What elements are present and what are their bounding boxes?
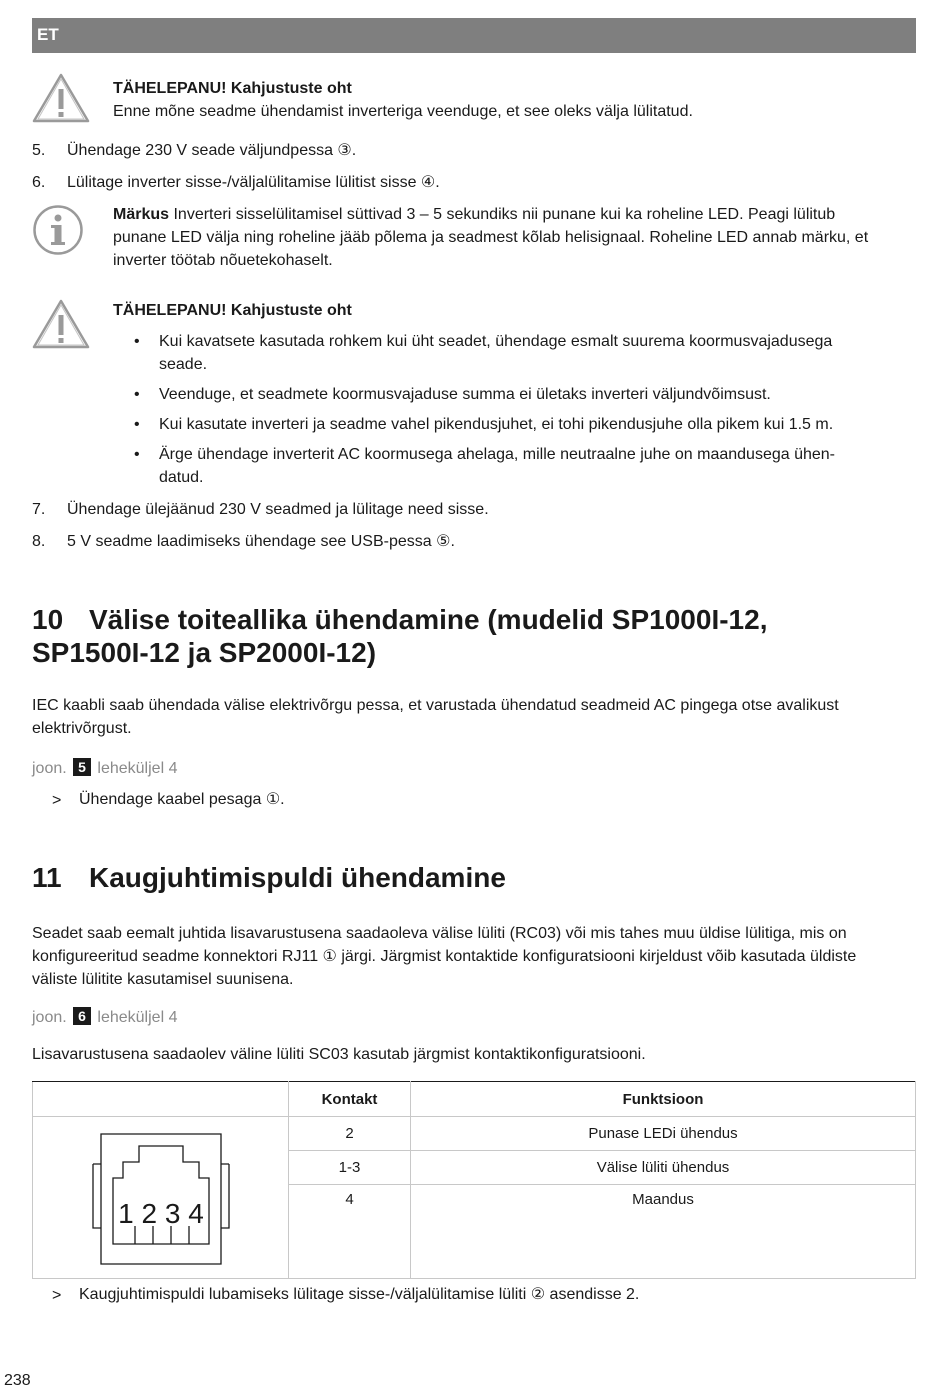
bullet-line: datud.: [159, 469, 204, 486]
language-code: ET: [37, 25, 59, 44]
section-paragraph: Lisavarustusena saadaolev väline lüliti SC03 kasutab järgmist kontaktikonfiguratsiooni.: [32, 1046, 646, 1063]
bullet-line: seade.: [159, 356, 208, 373]
language-header-bar: [32, 18, 916, 53]
warning-title: TÄHELEPANU! Kahjustuste oht: [113, 80, 352, 97]
warning-triangle-icon: [31, 72, 91, 124]
bullet-line: Kui kavatsete kasutada rohkem kui üht seadet, ühendage esmalt suurema koormusvajadusega: [159, 333, 833, 350]
step-number: 5.: [32, 142, 46, 159]
figure-suffix: leheküljel 4: [97, 1009, 178, 1026]
table-cell-contact: 4: [289, 1185, 411, 1279]
table-header-row: [33, 1082, 916, 1117]
figure-prefix: joon.: [32, 760, 67, 777]
table-header-cell: [33, 1082, 289, 1117]
note-block: [113, 203, 913, 272]
warning-title: TÄHELEPANU! Kahjustuste oht: [113, 302, 352, 319]
note-line: punane LED välja ning roheline jääb põlema ja seadmest kõlab helisignaal. Roheline LED annab märku, et: [113, 229, 869, 246]
table-row: [33, 1117, 916, 1151]
action-arrow: >: [52, 1287, 62, 1304]
note-line: inverter töötab nõuetekohaselt.: [113, 252, 333, 269]
bullet: •: [134, 446, 140, 463]
step-number: 7.: [32, 501, 46, 518]
info-icon: [32, 204, 84, 256]
pin-labels: 1 2 3 4: [117, 1197, 204, 1229]
bullet: •: [134, 386, 140, 403]
table-cell-function: Maandus: [411, 1185, 916, 1279]
section-paragraph: [32, 694, 912, 740]
step-text: Ühendage ülejäänud 230 V seadmed ja lülitage need sisse.: [67, 501, 489, 518]
table-cell-function: Välise lüliti ühendus: [411, 1151, 916, 1185]
bullet-item: Veenduge, et seadmete koormusvajaduse summa ei ületaks inverteri väljundvõimsust.: [159, 386, 771, 403]
page-number: 238: [4, 1372, 31, 1389]
section-title-line: Välise toiteallika ühendamine (mudelid SP1000I-12,: [89, 604, 768, 635]
figure-reference: [32, 757, 177, 780]
section-heading: [32, 603, 767, 669]
section-number: 10: [32, 604, 64, 635]
table-cell-function: Punase LEDi ühendus: [411, 1117, 916, 1151]
table-header-cell: Kontakt: [289, 1082, 411, 1117]
paragraph-line: IEC kaabli saab ühendada välise elektrivõrgu pessa, et varustada ühendatud seadmeid AC pingega otse avalikust: [32, 697, 839, 714]
figure-suffix: leheküljel 4: [97, 760, 178, 777]
bullet-item: Kui kasutate inverteri ja seadme vahel pikendusjuhet, ei tohi pikendusjuhe olla pikem kui 1.5 m.: [159, 416, 834, 433]
figure-number-badge: 6: [73, 1007, 91, 1025]
section-number: 11: [32, 862, 62, 893]
table-header-cell: Funktsioon: [411, 1082, 916, 1117]
section-paragraph: [32, 922, 922, 991]
contact-table: [32, 1081, 916, 1279]
bullet-line: Ärge ühendage inverterit AC koormusega ahelaga, mille neutraalne juhe on maandusega ühen-: [159, 446, 836, 463]
warning-triangle-icon: [31, 298, 91, 350]
paragraph-line: konfigureeritud seadme konnektori RJ11 ① järgi. Järgmist kontaktide konfiguratsiooni kirjeldust võib kasutada üldiste: [32, 948, 857, 965]
bullet: •: [134, 333, 140, 350]
step-text: 5 V seadme laadimiseks ühendage see USB-pessa ⑤.: [67, 533, 455, 550]
bullet-item: [159, 330, 889, 376]
figure-prefix: joon.: [32, 1009, 67, 1026]
action-arrow: >: [52, 792, 62, 809]
note-label: Märkus: [113, 206, 170, 223]
bullet-item: [159, 443, 889, 489]
step-text: Ühendage 230 V seade väljundpessa ③.: [67, 142, 357, 159]
step-number: 6.: [32, 174, 46, 191]
section-heading: [32, 861, 506, 894]
action-text: Ühendage kaabel pesaga ①.: [79, 791, 285, 808]
figure-number-badge: 5: [73, 758, 91, 776]
step-text: Lülitage inverter sisse-/väljalülitamise lülitist sisse ④.: [67, 174, 440, 191]
rj11-connector-diagram: [91, 1126, 231, 1270]
section-title-line: SP1500I-12 ja SP2000I-12): [32, 637, 377, 668]
table-cell-contact: 1-3: [289, 1151, 411, 1185]
step-number: 8.: [32, 533, 46, 550]
action-text: Kaugjuhtimispuldi lubamiseks lülitage sisse-/väljalülitamise lüliti ② asendisse 2.: [79, 1286, 640, 1303]
bullet: •: [134, 416, 140, 433]
table-cell-contact: 2: [289, 1117, 411, 1151]
warning-text: Enne mõne seadme ühendamist inverteriga veenduge, et see oleks välja lülitatud.: [113, 103, 693, 120]
section-title: Kaugjuhtimispuldi ühendamine: [89, 862, 506, 893]
connector-diagram-cell: [33, 1117, 289, 1279]
paragraph-line: elektrivõrgust.: [32, 720, 132, 737]
paragraph-line: Seadet saab eemalt juhtida lisavarustusena saadaoleva välise lüliti (RC03) või mis tahes muu üldise lülitiga, mis on: [32, 925, 847, 942]
figure-reference: [32, 1006, 177, 1029]
paragraph-line: väliste lülitite kasutamisel suunisena.: [32, 971, 294, 988]
note-line: Inverteri sisselülitamisel süttivad 3 – 5 sekundiks nii punane kui ka roheline LED. Peagi lülitub: [173, 206, 836, 223]
